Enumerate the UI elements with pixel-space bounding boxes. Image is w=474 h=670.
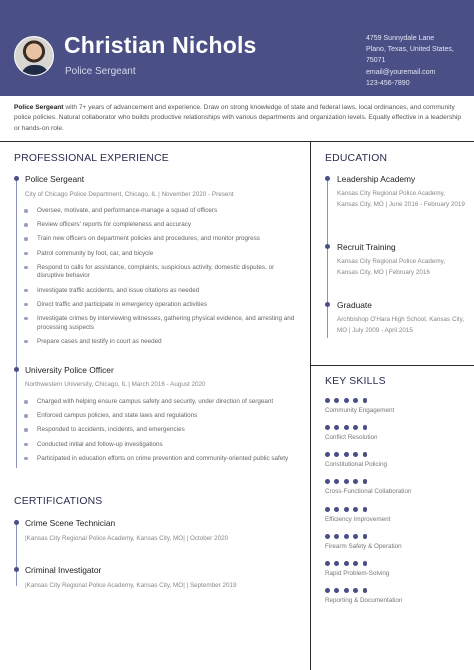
rating-dot xyxy=(344,507,349,512)
rating-dot xyxy=(363,561,368,566)
resume-header xyxy=(0,0,474,96)
list-item: Investigate traffic accidents, and issue citations as needed xyxy=(37,287,299,296)
professional-summary xyxy=(14,103,462,134)
rating-dot xyxy=(344,479,349,484)
candidate-role: Police Sergeant xyxy=(65,66,136,77)
rating-dot xyxy=(325,507,330,512)
skills-heading: KEY SKILLS xyxy=(325,376,386,387)
rating-dot xyxy=(334,534,339,539)
education-timeline xyxy=(327,178,328,338)
experience-timeline xyxy=(16,178,17,468)
skill-item xyxy=(325,425,378,441)
skill-rating xyxy=(325,561,389,566)
list-item: Respond to calls for assistance, complaints, suspicious activity, domestic disputes, or disruptive behavior xyxy=(37,264,299,281)
job-duties xyxy=(37,207,299,352)
rating-dot xyxy=(353,425,358,430)
cert-dot xyxy=(14,567,19,572)
list-item: Participated in education efforts on crime prevention and community-oriented public safety xyxy=(37,455,299,464)
skill-label: Community Engagement xyxy=(325,407,395,414)
job-title: Police Sergeant xyxy=(25,174,85,184)
divider-top xyxy=(0,141,474,142)
rating-dot xyxy=(353,452,358,457)
list-item: Oversee, motivate, and performance-manage a squad of officers xyxy=(37,207,299,216)
rating-dot xyxy=(344,425,349,430)
rating-dot xyxy=(353,507,358,512)
education-title: Leadership Academy xyxy=(337,174,416,184)
rating-dot xyxy=(353,588,358,593)
skill-rating xyxy=(325,452,387,457)
rating-dot xyxy=(363,479,368,484)
education-dot xyxy=(325,176,330,181)
education-institution: Kansas City Regional Police Academy, Kansas City, MO | February 2016 xyxy=(337,258,446,276)
rating-dot xyxy=(344,452,349,457)
list-item: Investigate crimes by interviewing witnesses, gathering physical evidence, and arresting and processing suspects xyxy=(37,315,299,332)
education-institution: Kansas City Regional Police Academy, Kansas City, MO | June 2016 - February 2019 xyxy=(337,190,465,208)
education-dot xyxy=(325,244,330,249)
rating-dot xyxy=(363,534,368,539)
rating-dot xyxy=(325,398,330,403)
list-item: Prepare cases and testify in court as needed xyxy=(37,338,299,347)
list-item: Patrol community by foot, car, and bicycle xyxy=(37,250,299,259)
cert-issuer: |Kansas City Regional Police Academy, Kansas City, MO| | October 2020 xyxy=(25,535,229,542)
rating-dot xyxy=(325,534,330,539)
skill-item xyxy=(325,507,390,523)
summary-lead: Police Sergeant xyxy=(14,104,64,111)
skill-label: Efficiency Improvement xyxy=(325,516,391,523)
skill-rating xyxy=(325,398,394,403)
rating-dot xyxy=(334,425,339,430)
candidate-name: Christian Nichols xyxy=(64,32,257,58)
skill-item xyxy=(325,452,387,468)
skill-label: Conflict Resolution xyxy=(325,434,378,441)
rating-dot xyxy=(363,452,368,457)
list-item: Review officers' reports for completeness and accuracy xyxy=(37,221,299,230)
job-employer: City of Chicago Police Department, Chicago, IL | November 2020 - Present xyxy=(25,191,234,198)
skill-item xyxy=(325,479,411,495)
skill-rating xyxy=(325,507,390,512)
profile-photo xyxy=(14,36,54,76)
rating-dot xyxy=(334,561,339,566)
education-institution: Archbishop O'Hara High School, Kansas City, MO | July 2009 - April 2015 xyxy=(337,316,465,334)
rating-dot xyxy=(363,507,368,512)
rating-dot xyxy=(353,534,358,539)
list-item: Enforced campus policies, and state laws and regulations xyxy=(37,412,299,421)
skill-rating xyxy=(325,534,402,539)
skill-label: Cross-Functional Collaboration xyxy=(325,488,412,495)
rating-dot xyxy=(353,561,358,566)
skill-item xyxy=(325,588,402,604)
list-item: Responded to accidents, incidents, and emergencies xyxy=(37,426,299,435)
contact-city: Plano, Texas, United States, xyxy=(366,46,454,54)
job-employer: Northwestern University, Chicago, IL | March 2016 - August 2020 xyxy=(25,381,206,388)
skill-label: Firearm Safety & Operation xyxy=(325,543,402,550)
certifications-timeline xyxy=(16,522,17,586)
skill-rating xyxy=(325,588,402,593)
rating-dot xyxy=(353,479,358,484)
rating-dot xyxy=(353,398,358,403)
skill-item xyxy=(325,398,394,414)
list-item: Charged with helping ensure campus safety and security, under direction of sergeant xyxy=(37,398,299,407)
divider-vertical xyxy=(310,141,311,670)
rating-dot xyxy=(363,398,368,403)
experience-heading: PROFESSIONAL EXPERIENCE xyxy=(14,153,169,164)
skill-label: Reporting & Documentation xyxy=(325,597,403,604)
education-title: Recruit Training xyxy=(337,242,396,252)
education-dot xyxy=(325,302,330,307)
job-duties xyxy=(37,398,299,469)
job-dot xyxy=(14,176,19,181)
skill-rating xyxy=(325,479,411,484)
contact-street: 4759 Sunnydale Lane xyxy=(366,35,435,42)
skill-label: Rapid Problem-Solving xyxy=(325,570,390,577)
rating-dot xyxy=(325,561,330,566)
rating-dot xyxy=(325,452,330,457)
skill-item xyxy=(325,561,389,577)
list-item: Conducted initial and follow-up investigations xyxy=(37,441,299,450)
job-title: University Police Officer xyxy=(25,365,114,375)
education-heading: EDUCATION xyxy=(325,153,388,164)
cert-title: Crime Scene Technician xyxy=(25,518,116,528)
contact-email[interactable]: email@youremail.com xyxy=(366,68,436,76)
contact-block xyxy=(366,33,470,89)
rating-dot xyxy=(363,588,368,593)
job-dot xyxy=(14,367,19,372)
rating-dot xyxy=(325,479,330,484)
cert-dot xyxy=(14,520,19,525)
rating-dot xyxy=(344,588,349,593)
skill-label: Constitutional Policing xyxy=(325,461,387,468)
divider-right xyxy=(310,365,474,366)
contact-phone: 123-456-7890 xyxy=(366,79,410,87)
skill-item xyxy=(325,534,402,550)
rating-dot xyxy=(325,588,330,593)
skill-rating xyxy=(325,425,378,430)
education-title: Graduate xyxy=(337,300,372,310)
rating-dot xyxy=(334,507,339,512)
rating-dot xyxy=(363,425,368,430)
list-item: Train new officers on department policies and procedures, and monitor progress xyxy=(37,235,299,244)
certifications-heading: CERTIFICATIONS xyxy=(14,496,103,507)
rating-dot xyxy=(325,425,330,430)
cert-issuer: |Kansas City Regional Police Academy, Kansas City, MO| | September 2019 xyxy=(25,582,237,589)
contact-zip: 75071 xyxy=(366,57,386,65)
rating-dot xyxy=(334,588,339,593)
rating-dot xyxy=(344,398,349,403)
rating-dot xyxy=(334,398,339,403)
rating-dot xyxy=(334,452,339,457)
rating-dot xyxy=(334,479,339,484)
summary-text: with 7+ years of advancement and experience. Draw on strong knowledge of state and federal laws, local ordinances, and community police policies. Natural collaborator who builds productive relationships with various departments and organization levels. Equally effective in a leadership or hands-on role. xyxy=(14,104,462,132)
rating-dot xyxy=(344,561,349,566)
rating-dot xyxy=(344,534,349,539)
list-item: Direct traffic and participate in emergency operation activities xyxy=(37,301,299,310)
cert-title: Criminal Investigator xyxy=(25,565,102,575)
